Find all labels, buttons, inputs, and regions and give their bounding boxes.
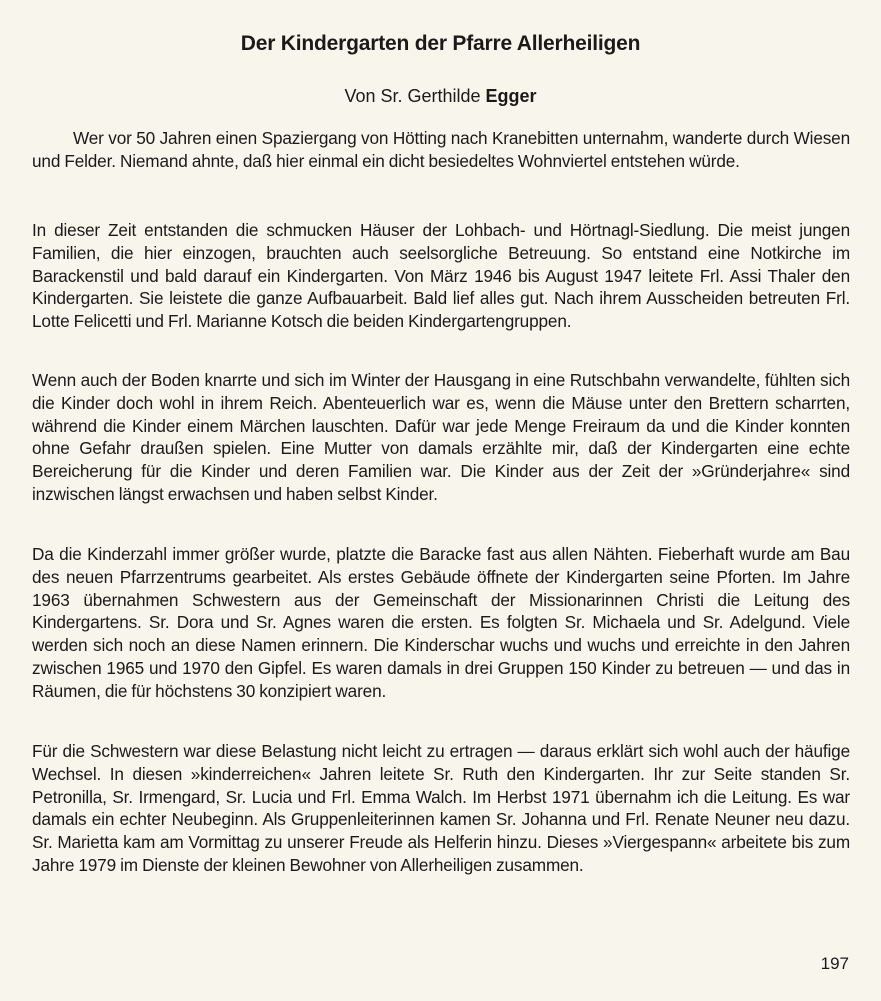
byline-prefix: Von Sr. Gerthilde [344,86,486,106]
paragraph-3: Wenn auch der Boden knarrte und sich im Winter der Hausgang in eine Rutschbahn verwandelte, fühlten sich die Kinder doch wohl in ihrem Reich. Abenteuerlich war es, wenn die Mäuse unter den Brettern scharrten, während die Kinder einem Märchen lauschten. Dafür war jede Menge Freiraum da und die Kinder konnten ohne Gefahr draußen spielen. Eine Mutter von damals erzählte mir, daß der Kindergarten eine echte Bereicherung für die Kinder und deren Familien war. Die Kinder aus der Zeit der »Gründerjahre« sind inzwischen längst erwachsen und haben selbst Kinder. [32,370,850,504]
article-byline [0,84,881,108]
page-number: 197 [820,954,849,973]
paragraph-5: Für die Schwestern war diese Belastung nicht leicht zu ertragen — daraus erklärt sich wohl auch der häufige Wechsel. In diesen »kinderreichen« Jahren leitete Sr. Ruth den Kindergarten. Ihr zur Seite standen Sr. Petronilla, Sr. Irmengard, Sr. Lucia und Frl. Emma Walch. Im Herbst 1971 übernahm ich die Leitung. Es war damals ein echter Neubeginn. Als Gruppenleiterinnen kamen Sr. Johanna und Frl. Renate Neuner neu dazu. Sr. Marietta kam am Vormittag zu unserer Freude als Helferin hinzu. Dieses »Viergespann« arbeitete bis zum Jahre 1979 im Dienste der kleinen Bewohner von Allerheiligen zusammen. [32,741,850,875]
paragraph-2: In dieser Zeit entstanden die schmucken Häuser der Lohbach- und Hörtnagl-Siedlung. Die meist jungen Familien, die hier einzogen, brauchten auch seelsorgliche Betreuung. So entstand eine Notkirche im Barackenstil und bald darauf ein Kindergarten. Von März 1946 bis August 1947 leitete Frl. Assi Thaler den Kindergarten. Sie leistete die ganze Aufbauarbeit. Bald lief alles gut. Nach ihrem Ausscheiden betreuten Frl. Lotte Felicetti und Frl. Marianne Kotsch die beiden Kindergartengruppen. [32,220,850,332]
article-title: Der Kindergarten der Pfarre Allerheiligen [240,32,641,55]
paragraph-4: Da die Kinderzahl immer größer wurde, platzte die Baracke fast aus allen Nähten. Fieberhaft wurde am Bau des neuen Pfarrzentrums gearbeitet. Als erstes Gebäude öffnete der Kindergarten seine Pforten. Im Jahre 1963 übernahmen Schwestern aus der Gemeinschaft der Missionarinnen Christi die Leitung des Kindergartens. Sr. Dora und Sr. Agnes waren die ersten. Es folgten Sr. Michaela und Sr. Adelgund. Viele werden sich noch an diese Namen erinnern. Die Kinderschar wuchs und wuchs und erreichte in den Jahren zwischen 1965 und 1970 den Gipfel. Es waren damals in drei Gruppen 150 Kinder zu betreuen — und das in Räumen, die für höchstens 30 konzipiert waren. [32,544,850,701]
paragraph-1: Wer vor 50 Jahren einen Spaziergang von Hötting nach Kranebitten unternahm, wanderte durch Wiesen und Felder. Niemand ahnte, daß hier einmal ein dicht besiedeltes Wohnviertel entstehen würde. [32,128,850,171]
byline-author-surname: Egger [485,86,537,106]
